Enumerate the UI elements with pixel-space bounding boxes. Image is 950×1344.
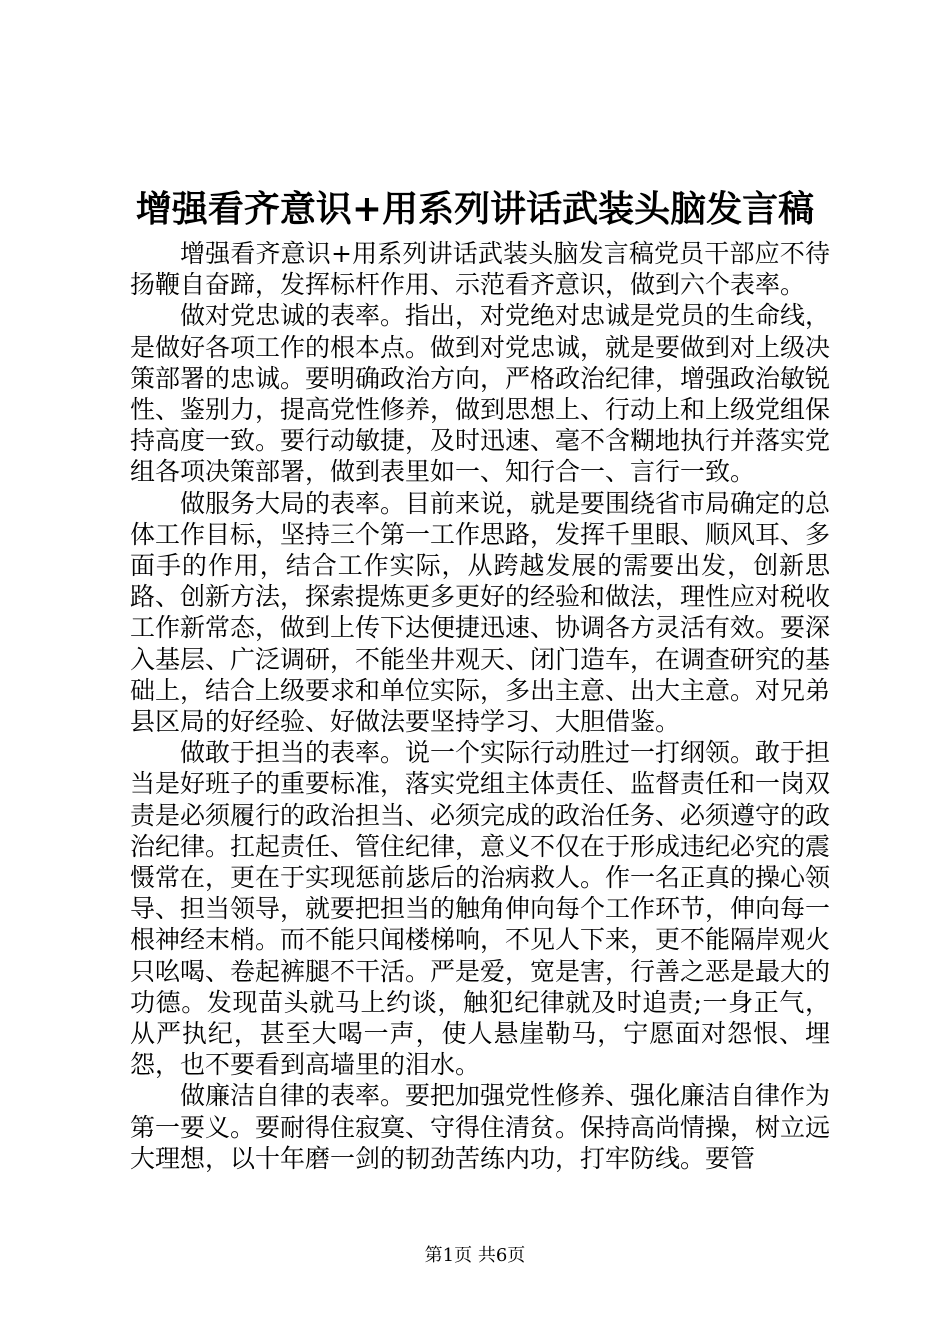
document-title: 增强看齐意识+用系列讲话武装头脑发言稿 <box>135 188 815 230</box>
paragraph-service: 做服务大局的表率。目前来说，就是要围绕省市局确定的总体工作目标，坚持三个第一工作思路，发挥千里眼、顺风耳、多面手的作用，结合工作实际，从跨越发展的需要出发，创新思路、创新方法，探索提炼更多更好的经验和做法，理性应对税收工作新常态，做到上传下达便捷迅速、协调各方灵活有效。要深入基层、广泛调研，不能坐井观天、闭门造车，在调查研究的基础上，结合上级要求和单位实际，多出主意、出大主意。对兄弟县区局的好经验、好做法要坚持学习、大胆借鉴。 <box>130 488 831 737</box>
document-body <box>130 238 830 1174</box>
paragraph-integrity: 做廉洁自律的表率。要把加强党性修养、强化廉洁自律作为第一要义。要耐得住寂寞、守得住清贫。保持高尚情操，树立远大理想，以十年磨一剑的韧劲苦练内功，打牢防线。要管 <box>130 1081 831 1173</box>
page-footer: 第1页 共6页 <box>424 1245 526 1266</box>
paragraph-responsibility: 做敢于担当的表率。说一个实际行动胜过一打纲领。敢于担当是好班子的重要标准，落实党组主体责任、监督责任和一岗双责是必须履行的政治担当、必须完成的政治任务、必须遵守的政治纪律。扛起责任、管住纪律，意义不仅在于形成违纪必究的震慑常在，更在于实现惩前毖后的治病救人。作一名正真的操心领导、担当领导，就要把担当的触角伸向每个工作环节，伸向每一根神经末梢。而不能只闻楼梯响，不见人下来，更不能隔岸观火只吆喝、卷起裤腿不干活。严是爱，宽是害，行善之恶是最大的功德。发现苗头就马上约谈，触犯纪律就及时追责;一身正气，从严执纪，甚至大喝一声，使人悬崖勒马，宁愿面对怨恨、埋怨，也不要看到高墙里的泪水。 <box>130 738 831 1080</box>
paragraph-intro: 增强看齐意识+用系列讲话武装头脑发言稿党员干部应不待扬鞭自奋蹄，发挥标杆作用、示范看齐意识，做到六个表率。 <box>130 239 830 300</box>
paragraph-loyalty: 做对党忠诚的表率。指出，对党绝对忠诚是党员的生命线，是做好各项工作的根本点。做到对党忠诚，就是要做到对上级决策部署的忠诚。要明确政治方向，严格政治纪律，增强政治敏锐性、鉴别力，提高党性修养，做到思想上、行动上和上级党组保持高度一致。要行动敏捷，及时迅速、毫不含糊地执行并落实党组各项决策部署，做到表里如一、知行合一、言行一致。 <box>130 301 831 487</box>
